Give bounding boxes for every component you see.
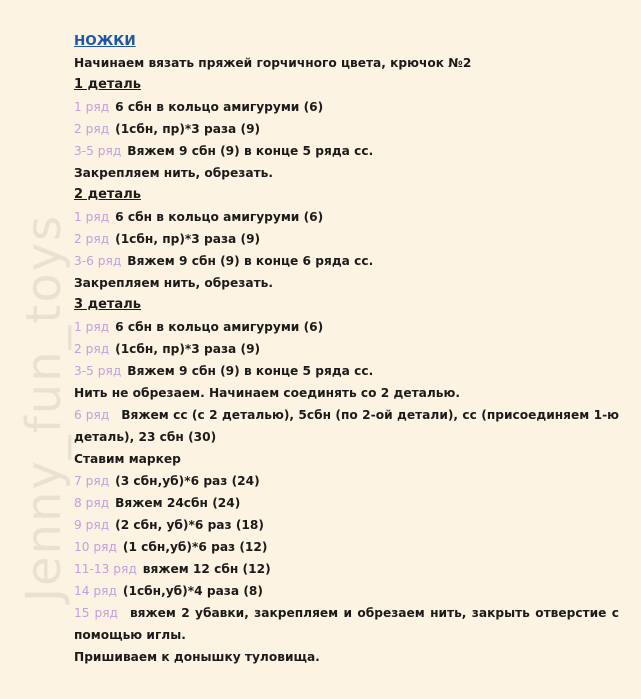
part-2-row-2 [74,228,619,250]
row-text: (1сбн, пр)*3 раза (9) [115,232,261,246]
row-text: (3 сбн,уб)*6 раз (24) [115,474,260,488]
part-2-row-3 [74,250,619,272]
join-row-6 [74,404,619,448]
row-number: 14 ряд [74,584,117,598]
marker-note: Ставим маркер [74,452,181,466]
row-text: (2 сбн, уб)*6 раз (18) [115,518,264,532]
part-2-row-1 [74,206,619,228]
part-1-closing: Закрепляем нить, обрезать. [74,166,273,180]
row-14 [74,580,619,602]
intro-text: Начинаем вязать пряжей горчичного цвета, крючок №2 [74,56,472,70]
row-8 [74,492,619,514]
row-number: 2 ряд [74,232,110,246]
row-text: 6 сбн в кольцо амигуруми (6) [115,100,324,114]
part-3-row-1 [74,316,619,338]
row-number: 10 ряд [74,540,117,554]
watermark: Jenny_fun_toys [16,213,73,603]
page-title: НОЖКИ [74,33,136,49]
part-3-closing: Нить не обрезаем. Начинаем соединять со 2 деталью. [74,386,460,400]
row-text: вяжем 2 убавки, закрепляем и обрезаем нить, закрыть отверстие с помощью иглы. [74,606,619,642]
row-number: 11-13 ряд [74,562,137,576]
part-1-heading: 1 деталь [74,77,141,92]
row-number: 8 ряд [74,496,110,510]
row-text: Вяжем 9 сбн (9) в конце 6 ряда сс. [127,254,374,268]
row-number: 15 ряд [74,606,118,620]
row-text: 6 сбн в кольцо амигуруми (6) [115,320,324,334]
row-number: 1 ряд [74,100,110,114]
row-number: 3-6 ряд [74,254,122,268]
row-number: 2 ряд [74,122,110,136]
row-number: 2 ряд [74,342,110,356]
part-1-row-3 [74,140,619,162]
part-1-row-1 [74,96,619,118]
row-number: 3-5 ряд [74,144,122,158]
row-text: Вяжем сс (с 2 деталью), 5сбн (по 2-ой детали), сс (присоединяем 1-ю деталь), 23 сбн (30) [74,408,619,444]
row-number: 9 ряд [74,518,110,532]
row-text: 6 сбн в кольцо амигуруми (6) [115,210,324,224]
row-text: Вяжем 9 сбн (9) в конце 5 ряда сс. [127,364,374,378]
part-2-closing: Закрепляем нить, обрезать. [74,276,273,290]
row-number: 7 ряд [74,474,110,488]
row-text: Вяжем 9 сбн (9) в конце 5 ряда сс. [127,144,374,158]
row-7 [74,470,619,492]
row-11-13 [74,558,619,580]
row-10 [74,536,619,558]
row-text: (1сбн, пр)*3 раза (9) [115,122,261,136]
part-2-heading: 2 деталь [74,187,141,202]
part-1-row-2 [74,118,619,140]
row-text: (1сбн,уб)*4 раза (8) [122,584,263,598]
row-number: 6 ряд [74,408,110,422]
row-number: 1 ряд [74,210,110,224]
part-3-row-3 [74,360,619,382]
row-text: (1 сбн,уб)*6 раз (12) [122,540,268,554]
part-3-heading: 3 деталь [74,297,141,312]
row-number: 3-5 ряд [74,364,122,378]
row-text: Вяжем 24сбн (24) [115,496,241,510]
part-3-row-2 [74,338,619,360]
row-9 [74,514,619,536]
row-text: вяжем 12 сбн (12) [142,562,271,576]
row-15 [74,602,619,646]
sew-note: Пришиваем к донышку туловища. [74,650,320,664]
row-number: 1 ряд [74,320,110,334]
row-text: (1сбн, пр)*3 раза (9) [115,342,261,356]
pattern-document [74,30,619,668]
